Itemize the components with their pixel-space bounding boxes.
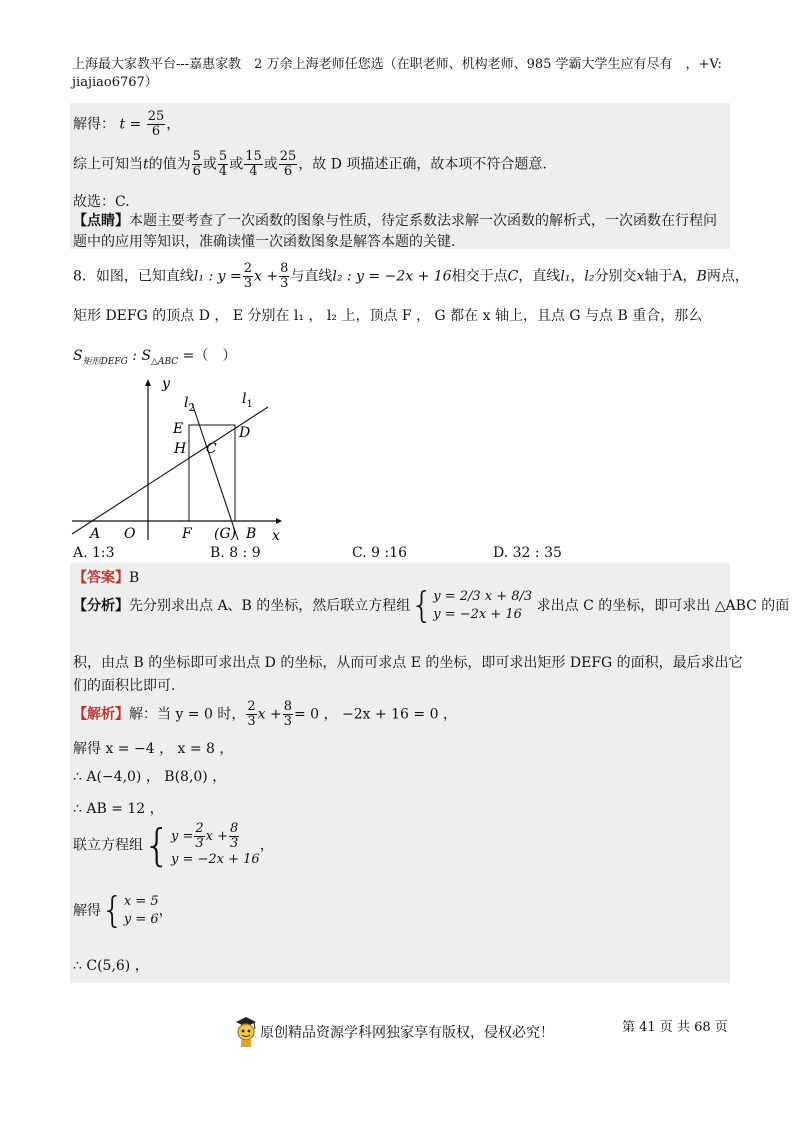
val-fraction-3 (244, 150, 263, 179)
t-num: 25 (147, 109, 165, 124)
q-l2: l₂ (584, 268, 595, 285)
val-den: 6 (192, 164, 201, 179)
comment-tag: 【点睛】 (73, 213, 129, 229)
sol-sys-frac-2 (229, 822, 239, 851)
val-num: 25 (279, 149, 297, 164)
q-end: =（ ） (178, 348, 237, 364)
line-l2 (192, 403, 238, 540)
q-text-h: ，直线 (518, 268, 561, 285)
solution-system-2 (124, 893, 159, 929)
sol-frac-1 (246, 700, 256, 729)
analysis-sys-row-2: y = −2x + 16 (433, 607, 522, 622)
analysis-system (433, 588, 532, 624)
q-text-n: 轴于 (644, 268, 673, 285)
sol-sys-row-1 (171, 822, 260, 851)
sol-res-row-2: y = 6 (123, 912, 159, 927)
q-point-a: A (672, 268, 683, 285)
question-line-3 (73, 345, 236, 367)
solution-l6-c: ， (158, 903, 173, 919)
comment-line-1 (73, 210, 717, 230)
q-sub-tri: △ABC (151, 356, 179, 367)
sol-sys-frac-1 (194, 822, 204, 851)
comment-line-2: 题中的应用等知识，准确读懂一次函数图象是解答本题的关键. (73, 234, 456, 250)
header-line-2: jiajiao6767） (72, 75, 158, 90)
q-l1: l₁ (560, 268, 571, 285)
page-header (72, 56, 732, 92)
q-x: x (636, 268, 645, 285)
sol-sys-den: 3 (230, 836, 239, 851)
val-fraction-4 (279, 150, 298, 179)
solution-line-2: 解得 x = −4 ， x = 8 ， (73, 741, 234, 757)
t-equals: t = (119, 116, 142, 133)
solution-line-7: ∴ C(5,6) ， (73, 958, 149, 974)
or-word: 或 (202, 156, 217, 173)
choose-line: 故选：C. (73, 194, 130, 210)
val-fraction-2 (218, 150, 228, 179)
label-f: F (182, 526, 192, 542)
label-y: y (162, 376, 170, 392)
val-num: 5 (192, 149, 201, 164)
solution-brace-2: { (101, 890, 124, 931)
q-frac-2 (279, 262, 289, 291)
q-point-b: B (696, 268, 707, 285)
option-letter: D. (493, 545, 509, 561)
sol-sys-row-2: y = −2x + 16 (171, 852, 260, 867)
summary-line (73, 150, 547, 179)
label-l1 (242, 391, 253, 410)
option-letter: C. (352, 545, 367, 561)
q-frac-num: 8 (280, 261, 289, 276)
t-suffix: ， (166, 116, 181, 133)
answer-value: B (129, 570, 140, 586)
analysis-text-a: 先分别求出点 A、B 的坐标，然后联立方程组 (129, 598, 411, 614)
sol-frac-num: 8 (283, 699, 292, 714)
option-d[interactable] (493, 545, 562, 561)
label-h: H (174, 441, 187, 457)
solution-line-1 (73, 700, 457, 729)
q-text-f: 相交于点 (451, 268, 508, 285)
val-den: 4 (249, 164, 258, 179)
q-sub-rect: 矩形DEFG (82, 356, 128, 367)
analysis-text-b: 求出点 C 的坐标，即可求出 △ABC 的面 (536, 598, 790, 614)
q-frac-1 (243, 262, 253, 291)
comment-text-1: 本题主要考查了一次函数的图象与性质，待定系数法求解一次函数的解析式，一次函数在行程问 (129, 213, 717, 229)
option-c[interactable] (352, 545, 407, 561)
solution-line-5 (73, 819, 274, 871)
q-text-d: 与直线 (290, 268, 333, 285)
l1-subscript: 1 (246, 399, 253, 410)
analysis-tag: 【分析】 (73, 598, 129, 614)
header-line-1: 上海最大家教平台---嘉惠家教 2 万余上海老师任您选（在职老师、机构老师、985 学霸大学生应有尽有 ，+V: (72, 57, 722, 72)
answer-line (73, 567, 139, 587)
solution-tag: 【解析】 (73, 706, 129, 723)
label-c: C (206, 441, 217, 457)
q-s-mid: : S (127, 348, 152, 364)
val-fraction-1 (192, 150, 202, 179)
label-e: E (173, 421, 184, 437)
sol-sys-num: 2 (195, 821, 204, 836)
or-word: 或 (229, 156, 244, 173)
summary-mid: 的值为 (148, 156, 191, 173)
sol-frac-den: 3 (283, 714, 292, 729)
q-text-a: 8．如图，已知直线 (73, 268, 194, 285)
analysis-line-1 (73, 585, 790, 626)
answer-tag: 【答案】 (73, 570, 129, 586)
y-axis-arrow (145, 379, 151, 386)
option-letter: B. (210, 545, 225, 561)
solution-line-6 (73, 890, 173, 931)
q-l1-eq: l₁ : y = (193, 268, 242, 285)
option-text: 9 :16 (371, 545, 408, 561)
coordinate-figure (68, 370, 288, 545)
q-s: S (73, 348, 83, 364)
l2-subscript: 2 (188, 403, 195, 414)
label-b: B (246, 526, 257, 542)
option-text: 32 : 35 (512, 545, 562, 561)
sol-frac-num: 2 (247, 699, 256, 714)
question-line-2: 矩形 DEFG 的顶点 D ， E 分别在 l₁ ， l₂ 上，顶点 F ， G 都在 x 轴上，且点 G 与点 B 重合，那么 (73, 308, 703, 324)
q-xplus: x + (254, 268, 279, 285)
sol-sys-row1-a: y = (171, 829, 194, 844)
option-text: 1:3 (92, 545, 115, 561)
analysis-brace: { (410, 585, 434, 626)
label-d: D (239, 425, 251, 441)
summary-suffix: ，故 D 项描述正确，故本项不符合题意. (298, 156, 547, 173)
solve-prefix: 解得： (73, 116, 115, 133)
solution-line-4: ∴ AB = 12 ， (73, 801, 164, 817)
l2-letter: l (184, 395, 189, 411)
val-num: 5 (218, 149, 228, 164)
option-b[interactable] (210, 545, 261, 561)
option-text: 8 : 9 (229, 545, 261, 561)
sol-res-row-1: x = 5 (123, 894, 159, 909)
solve-t-line (73, 110, 180, 139)
option-letter: A. (73, 545, 88, 561)
sol-sys-num: 8 (230, 821, 239, 836)
solution-l1-a: 解：当 y = 0 时， (129, 706, 246, 723)
val-den: 6 (283, 164, 293, 179)
solution-l6-a: 解得 (73, 903, 101, 919)
q-comma: ， (570, 268, 585, 285)
or-word: 或 (263, 156, 278, 173)
label-o: O (124, 526, 136, 542)
question-line-1 (73, 262, 749, 291)
summary-t: t (143, 156, 149, 173)
solution-l1-b: x + (257, 706, 282, 723)
val-num: 15 (245, 149, 262, 164)
solution-line-3: ∴ A(−4,0) ， B(8,0) ， (73, 769, 227, 785)
q-comma-2: ， (682, 268, 697, 285)
summary-prefix: 综上可知当 (73, 156, 143, 173)
q-point-c: C (507, 268, 519, 285)
copyright-notice: 原创精品资源学科网独家享有版权，侵权必究！ (260, 1025, 554, 1041)
label-a: A (90, 526, 101, 542)
t-den: 6 (151, 124, 161, 139)
solution-system-1 (171, 822, 260, 869)
solution-l5-a: 联立方程组 (73, 837, 143, 854)
rectangle-defg (189, 425, 235, 521)
cartoon-student-icon (232, 1014, 260, 1048)
q-frac-den: 3 (280, 276, 289, 291)
q-text-r: 两点， (706, 268, 749, 285)
analysis-sys-row-1: y = 2/3 x + 8/3 (433, 589, 533, 604)
sol-sys-den: 3 (195, 836, 204, 851)
x-axis-arrow (276, 518, 282, 524)
q-frac-den: 3 (243, 276, 252, 291)
t-fraction (147, 110, 166, 139)
option-a[interactable] (73, 545, 115, 561)
label-l2 (184, 395, 195, 414)
l1-letter: l (242, 391, 247, 407)
q-l2-eq: l₂ : y = −2x + 16 (332, 268, 452, 285)
page-number: 第 41 页 共 68 页 (622, 1020, 728, 1035)
label-g: (G) (214, 526, 237, 542)
q-text-l: 分别交 (594, 268, 637, 285)
sol-sys-row1-b: x + (205, 829, 229, 844)
solution-brace-1: { (143, 819, 171, 871)
val-den: 4 (218, 164, 228, 179)
sol-frac-2 (283, 700, 293, 729)
label-x: x (272, 528, 280, 544)
solution-l1-c: = 0 ， −2x + 16 = 0 ， (294, 706, 457, 723)
sol-frac-den: 3 (247, 714, 256, 729)
analysis-line-2: 积，由点 B 的坐标即可求出点 D 的坐标，从而可求点 E 的坐标，即可求出矩形 DEFG 的面积，最后求出它 (73, 655, 743, 671)
analysis-line-3: 们的面积比即可. (73, 678, 176, 694)
solution-l5-c: ， (259, 837, 274, 854)
q-frac-num: 2 (243, 261, 252, 276)
